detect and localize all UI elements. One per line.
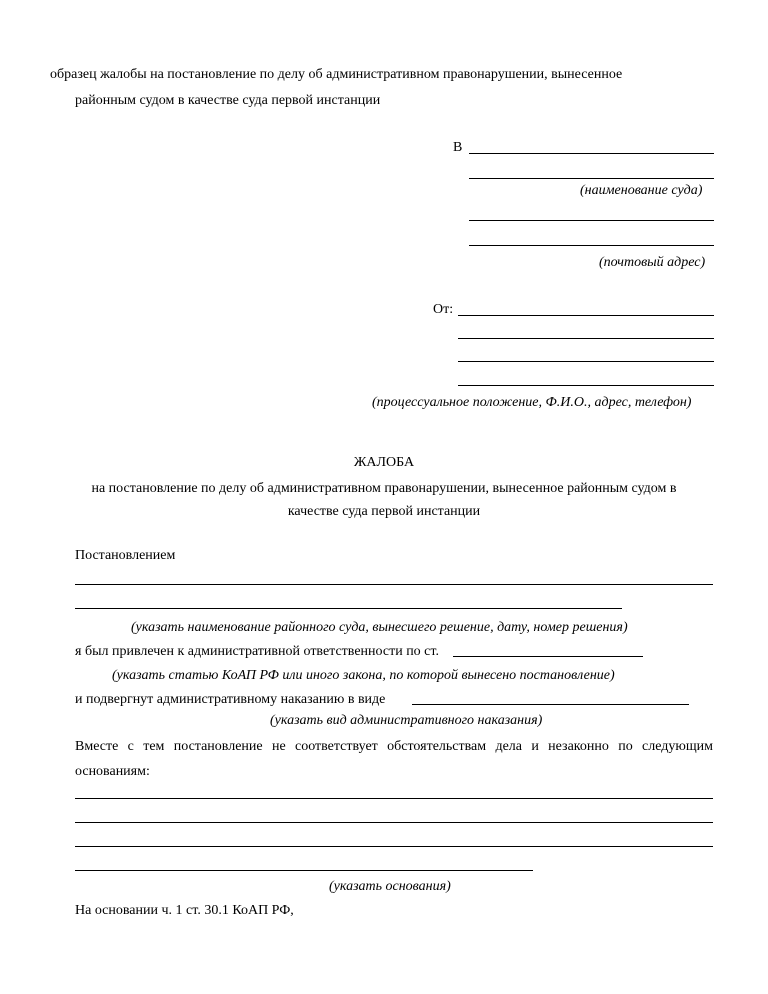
- sender-line-1[interactable]: [458, 315, 714, 316]
- sender-hint: (процессуальное положение, Ф.И.О., адрес, телефон): [372, 395, 692, 410]
- grounds-line-3[interactable]: [75, 846, 713, 847]
- sender-line-3[interactable]: [458, 361, 714, 362]
- title-subtitle-1: на постановление по делу об административном правонарушении, вынесенное районным судом в: [91, 481, 677, 496]
- grounds-hint: (указать основания): [329, 879, 451, 894]
- sender-line-2[interactable]: [458, 338, 714, 339]
- resolution-label: Постановлением: [75, 548, 176, 563]
- grounds-text-2: основаниям:: [75, 764, 150, 779]
- document-title: ЖАЛОБА: [353, 455, 415, 470]
- court-name-line-2[interactable]: [469, 178, 714, 179]
- court-address-line[interactable]: [469, 220, 714, 221]
- to-prefix: В: [453, 140, 463, 155]
- court-address-line-2[interactable]: [469, 245, 714, 246]
- penalty-line[interactable]: [412, 704, 689, 705]
- header-line-1: образец жалобы на постановление по делу об административном правонарушении, вынесенное: [50, 67, 623, 82]
- article-line[interactable]: [453, 656, 643, 657]
- liability-text: я был привлечен к административной ответственности по ст.: [75, 644, 439, 659]
- article-hint: (указать статью КоАП РФ или иного закона, по которой вынесено постановление): [112, 668, 615, 683]
- from-prefix: От:: [433, 302, 454, 317]
- court-hint: (наименование суда): [580, 183, 703, 198]
- closing-text: На основании ч. 1 ст. 30.1 КоАП РФ,: [75, 903, 294, 918]
- resolution-line-2[interactable]: [75, 608, 622, 609]
- court-name-line[interactable]: [469, 153, 714, 154]
- penalty-text: и подвергнут административному наказанию в виде: [75, 692, 386, 707]
- grounds-text-1: Вместе с тем постановление не соответствует обстоятельствам дела и незаконно по следующим: [75, 739, 713, 754]
- grounds-line-1[interactable]: [75, 798, 713, 799]
- penalty-hint: (указать вид административного наказания): [270, 713, 543, 728]
- address-hint: (почтовый адрес): [599, 255, 706, 270]
- grounds-line-4[interactable]: [75, 870, 533, 871]
- sender-line-4[interactable]: [458, 385, 714, 386]
- grounds-line-2[interactable]: [75, 822, 713, 823]
- header-line-2: районным судом в качестве суда первой инстанции: [75, 93, 381, 108]
- resolution-hint: (указать наименование районного суда, вынесшего решение, дату, номер решения): [131, 620, 628, 635]
- title-subtitle-2: качестве суда первой инстанции: [287, 504, 481, 519]
- resolution-line-1[interactable]: [75, 584, 713, 585]
